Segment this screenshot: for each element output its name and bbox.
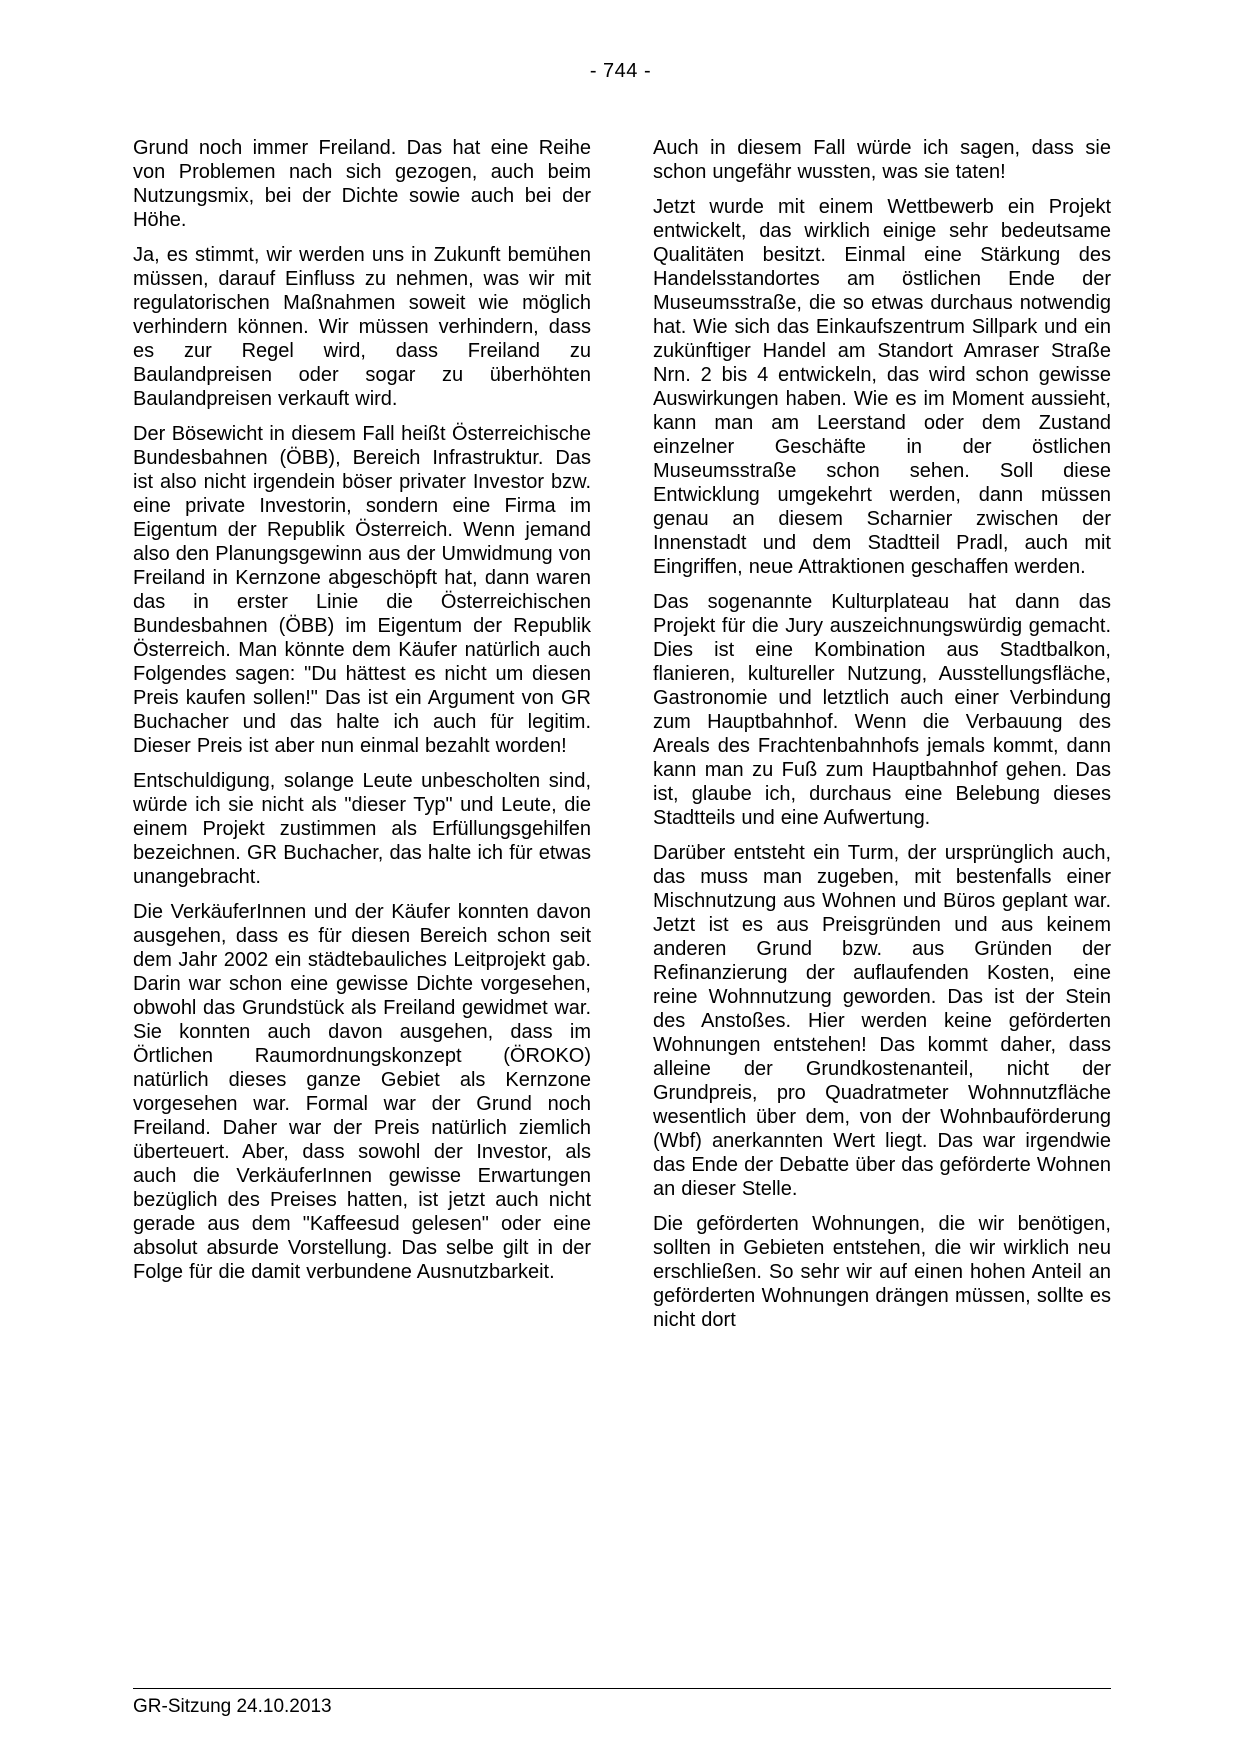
paragraph: Ja, es stimmt, wir werden uns in Zukunft bemühen müssen, darauf Einfluss zu nehmen, was wir mit regulatorischen Maßnahmen soweit wie möglich verhindern können. Wir müssen verhindern, dass es zur Regel wird, dass Freiland zu Baulandpreisen oder sogar zu überhöhten Baulandpreisen verkauft wird. <box>133 244 591 410</box>
paragraph: Die VerkäuferInnen und der Käufer konnten davon ausgehen, dass es für diesen Bereich schon seit dem Jahr 2002 ein städtebauliches Leitprojekt gab. Darin war schon eine gewisse Dichte vorgesehen, obwohl das Grundstück als Freiland gewidmet war. Sie konnten auch davon ausgehen, dass im Örtlichen Raumordnungskonzept (ÖROKO) natürlich dieses ganze Gebiet als Kernzone vorgesehen war. Formal war der Grund noch Freiland. Daher war der Preis natürlich ziemlich überteuert. Aber, dass sowohl der Investor, als auch die VerkäuferInnen gewisse Erwartungen bezüglich des Preises hatten, ist jetzt auch nicht gerade aus dem "Kaffeesud gelesen" oder eine absolut absurde Vorstellung. Das selbe gilt in der Folge für die damit verbundene Ausnutzbarkeit. <box>133 901 591 1283</box>
page-number: - 744 - <box>589 60 652 82</box>
paragraph: Der Bösewicht in diesem Fall heißt Österreichische Bundesbahnen (ÖBB), Bereich Infrastruktur. Das ist also nicht irgendein böser privater Investor bzw. eine private Investorin, sondern eine Firma im Eigentum der Republik Österreich. Wenn jemand also den Planungsgewinn aus der Umwidmung von Freiland in Kernzone abgeschöpft hat, dann waren das in erster Linie die Österreichischen Bundesbahnen (ÖBB) im Eigentum der Republik Österreich. Man könnte dem Käufer natürlich auch Folgendes sagen: "Du hättest es nicht um diesen Preis kaufen sollen!" Das ist ein Argument von GR Buchacher und das halte ich auch für legitim. Dieser Preis ist aber nun einmal bezahlt worden! <box>133 423 591 757</box>
page-body <box>133 136 1111 1343</box>
paragraph: Entschuldigung, solange Leute unbescholten sind, würde ich sie nicht als "dieser Typ" und Leute, die einem Projekt zustimmen als Erfüllungsgehilfen bezeichnen. GR Buchacher, das halte ich für etwas unangebracht. <box>133 770 591 888</box>
paragraph: Das sogenannte Kulturplateau hat dann das Projekt für die Jury auszeichnungswürdig gemacht. Dies ist eine Kombination aus Stadtbalkon, flanieren, kultureller Nutzung, Ausstellungsfläche, Gastronomie und letztlich auch einer Verbindung zum Hauptbahnhof. Wenn die Verbauung des Areals des Frachtenbahnhofs jemals kommt, dann kann man zu Fuß zum Hauptbahnhof gehen. Das ist, glaube ich, durchaus eine Belebung dieses Stadtteils und eine Aufwertung. <box>653 591 1111 829</box>
paragraph: Darüber entsteht ein Turm, der ursprünglich auch, das muss man zugeben, mit bestenfalls einer Mischnutzung aus Wohnen und Büros geplant war. Jetzt ist es aus Preisgründen und aus keinem anderen Grund bzw. aus Gründen der Refinanzierung der auflaufenden Kosten, eine reine Wohnnutzung geworden. Das ist der Stein des Anstoßes. Hier werden keine geförderten Wohnungen entstehen! Das kommt daher, dass alleine der Grundkostenanteil, nicht der Grundpreis, pro Quadratmeter Wohnnutzfläche wesentlich über dem, von der Wohnbauförderung (Wbf) anerkannten Wert liegt. Das war irgendwie das Ende der Debatte über das geförderte Wohnen an dieser Stelle. <box>653 842 1111 1200</box>
left-column <box>133 136 591 1343</box>
paragraph: Grund noch immer Freiland. Das hat eine Reihe von Problemen nach sich gezogen, auch beim Nutzungsmix, bei der Dichte sowie auch bei der Höhe. <box>133 137 591 231</box>
right-column <box>653 136 1111 1343</box>
paragraph: Auch in diesem Fall würde ich sagen, dass sie schon ungefähr wussten, was sie taten! <box>653 137 1111 183</box>
footer-session-label: GR-Sitzung 24.10.2013 <box>133 1696 332 1717</box>
page-footer <box>133 1688 1111 1718</box>
paragraph: Jetzt wurde mit einem Wettbewerb ein Projekt entwickelt, das wirklich einige sehr bedeutsame Qualitäten besitzt. Einmal eine Stärkung des Handelsstandortes am östlichen Ende der Museumsstraße, die so etwas durchaus notwendig hat. Wie sich das Einkaufszentrum Sillpark und ein zukünftiger Handel am Standort Amraser Straße Nrn. 2 bis 4 entwickeln, das wird schon gewisse Auswirkungen haben. Wie es im Moment aussieht, kann man am Leerstand oder dem Zustand einzelner Geschäfte in der östlichen Museumsstraße schon sehen. Soll diese Entwicklung umgekehrt werden, dann müssen genau an diesem Scharnier zwischen der Innenstadt und dem Stadtteil Pradl, auch mit Eingriffen, neue Attraktionen geschaffen werden. <box>653 196 1111 578</box>
paragraph: Die geförderten Wohnungen, die wir benötigen, sollten in Gebieten entstehen, die wir wirklich neu erschließen. So sehr wir auf einen hohen Anteil an geförderten Wohnungen drängen müssen, sollte es nicht dort <box>653 1213 1111 1331</box>
